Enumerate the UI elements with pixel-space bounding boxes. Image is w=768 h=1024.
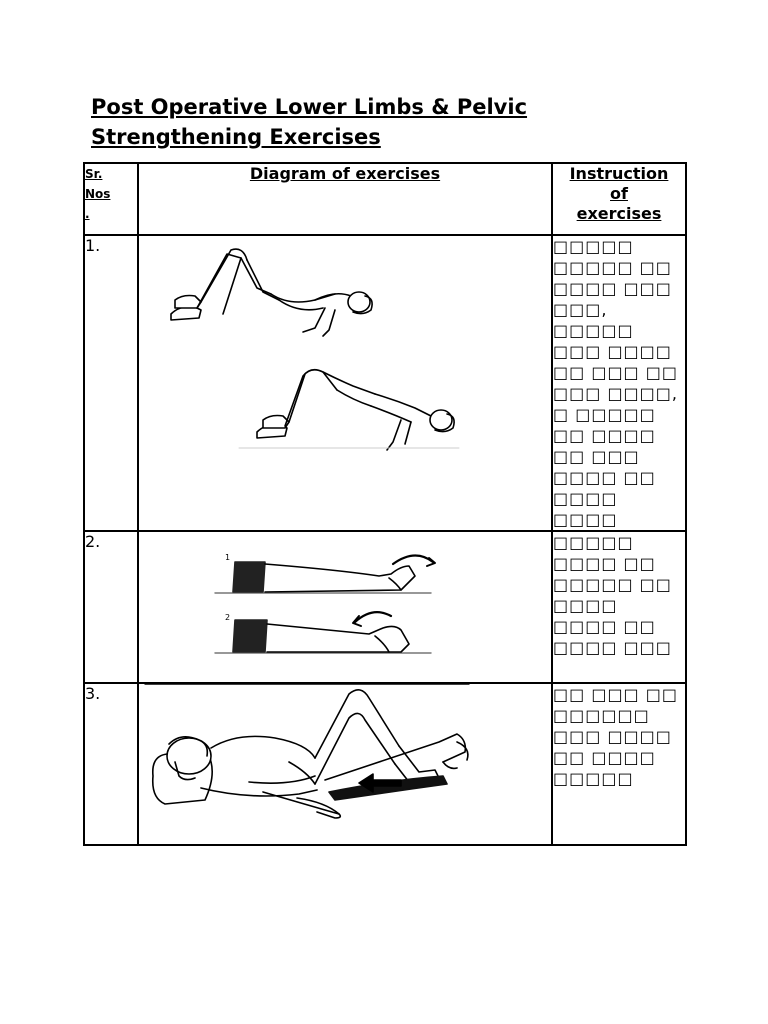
step-label-1: 1 bbox=[225, 553, 231, 562]
heel-slide-diagram bbox=[139, 684, 549, 842]
instruction-text: □□ □□□ □□ □□□□□□ □□□ □□□□ □□ □□□□ □□□□□ bbox=[552, 683, 686, 845]
header-sr-line-3: . bbox=[85, 207, 90, 221]
table-row bbox=[84, 235, 686, 531]
title-line-1: Post Operative Lower Limbs & Pelvic bbox=[91, 95, 528, 119]
row-number: 1. bbox=[84, 235, 138, 531]
shorts-block-2 bbox=[233, 620, 267, 652]
ankle-pump-diagram bbox=[139, 532, 549, 680]
row-number: 2. bbox=[84, 531, 138, 683]
header-instruction-line-2: of bbox=[610, 184, 628, 203]
header-instruction bbox=[552, 163, 686, 235]
instruction-text: □□□□□ □□□□□ □□ □□□□ □□□ □□□, □□□□□ □□□ □□□□ □□ □□□ □□ □□□ □□□□, □ □□□□□ □□ □□□□ □□ □□□ □□□□ □□ □□□□ □□□□ bbox=[552, 235, 686, 531]
header-sr-line-1: Sr. bbox=[85, 167, 103, 181]
header-sr-line-2: Nos bbox=[85, 187, 111, 201]
header-instruction-line-1: Instruction bbox=[569, 164, 669, 183]
table-header-row bbox=[84, 163, 686, 235]
shorts-block-1 bbox=[233, 562, 265, 592]
header-instruction-line-3: exercises bbox=[576, 204, 662, 223]
instruction-text: □□□□□ □□□□ □□ □□□□□ □□ □□□□ □□□□ □□ □□□□ □□□ bbox=[552, 531, 686, 683]
header-diagram: Diagram of exercises bbox=[138, 163, 552, 235]
step-label-2: 2 bbox=[225, 613, 231, 622]
row-number: 3. bbox=[84, 683, 138, 845]
figure-bridge bbox=[239, 370, 459, 450]
exercises-table bbox=[83, 162, 687, 846]
table-row bbox=[84, 683, 686, 845]
diagram-cell bbox=[138, 235, 552, 531]
diagram-cell bbox=[138, 531, 552, 683]
header-sr-nos bbox=[84, 163, 138, 235]
title-line-2: Strengthening Exercises bbox=[91, 125, 381, 149]
figure-lying-knees-bent bbox=[171, 249, 372, 336]
table-row bbox=[84, 531, 686, 683]
diagram-cell bbox=[138, 683, 552, 845]
bridge-exercise-diagram bbox=[139, 236, 549, 482]
page-title bbox=[91, 92, 651, 152]
